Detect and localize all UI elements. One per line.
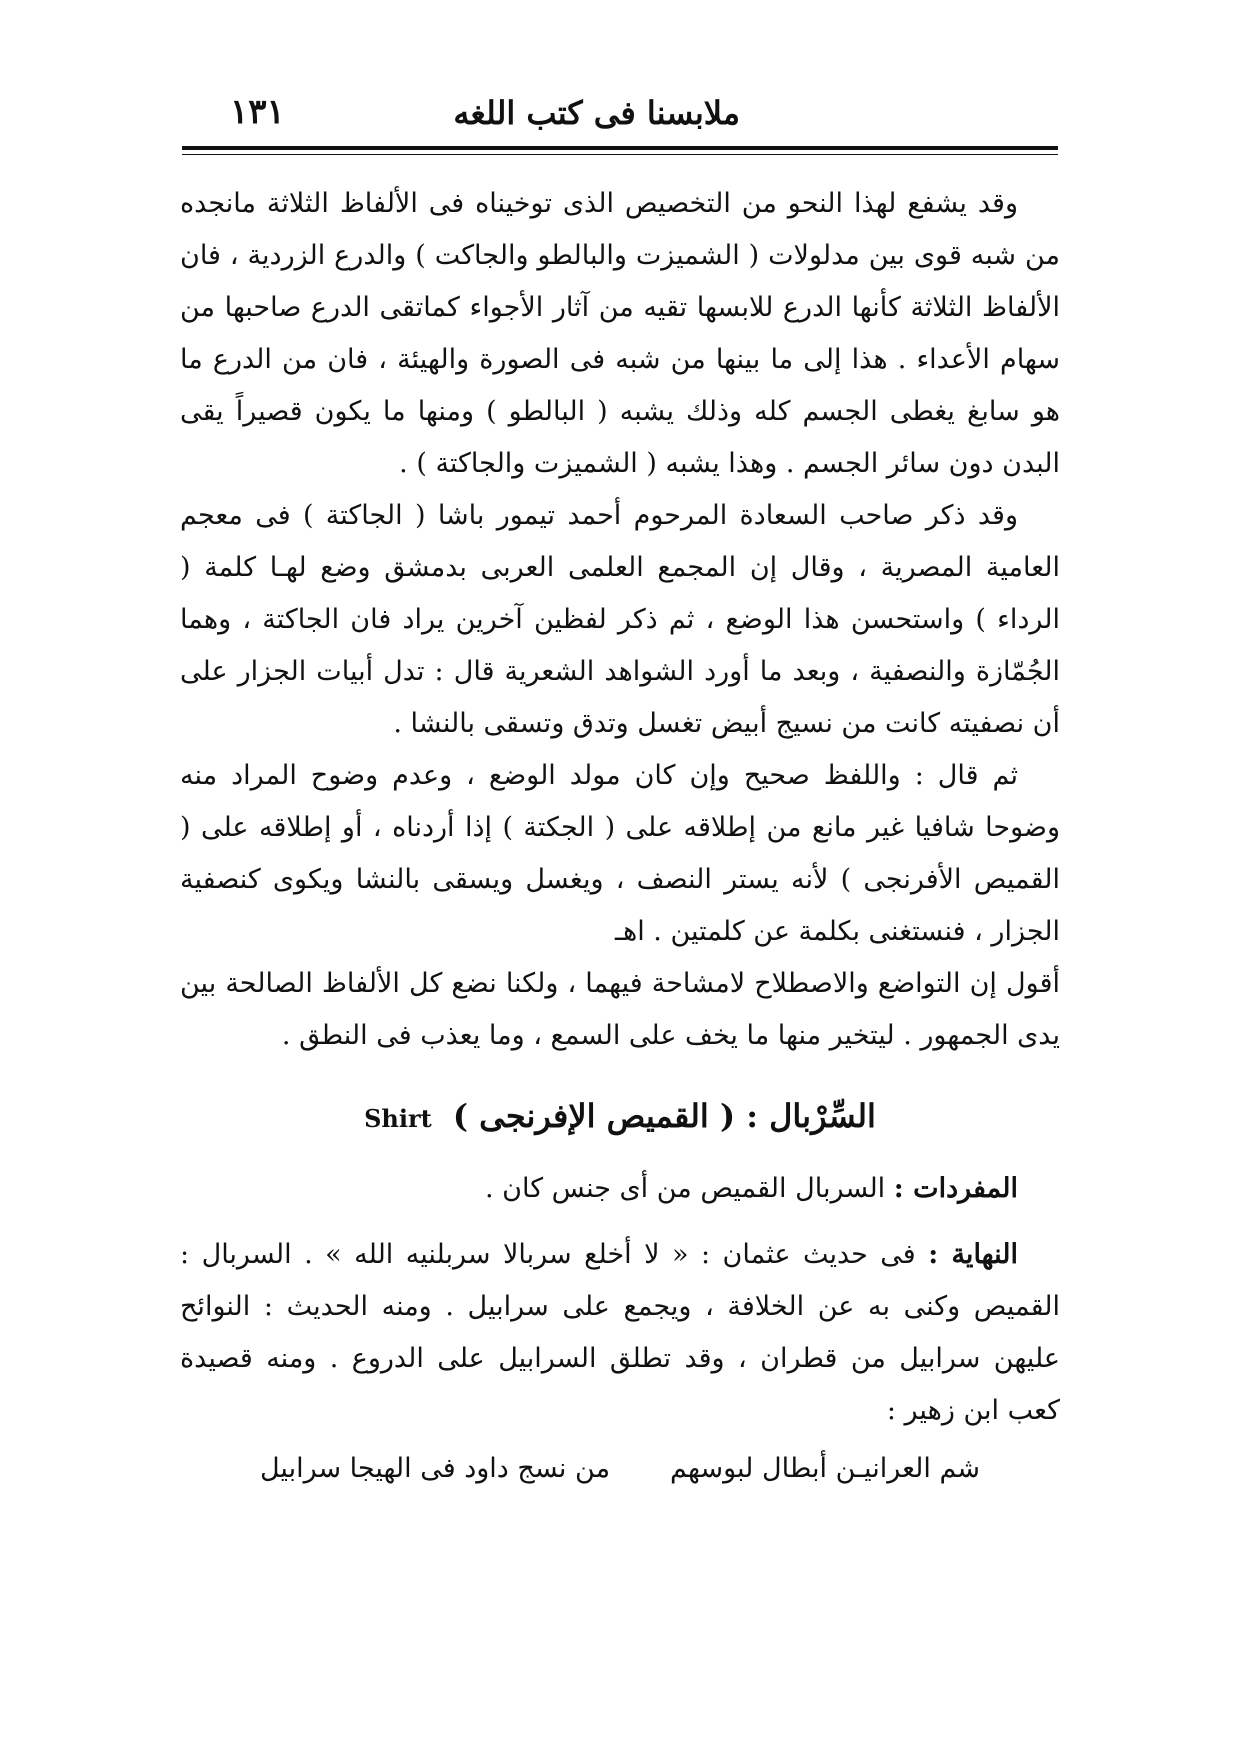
page-body — [180, 178, 1060, 1495]
paragraph-2: وقد ذكر صاحب السعادة المرحوم أحمد تيمور باشا ( الجاكتة ) فى معجم العامية المصرية ، وقال إن المجمع العلمى العربى بدمشق وضع لهـا كلمة ( الرداء ) واستحسن هذا الوضع ، ثم ذكر لفظين آخرين يراد فان الجاكتة ، وهما الجُمّازة والنصفية ، وبعد ما أورد الشواهد الشعرية قال : تدل أبيات الجزار على أن نصفيته كانت من نسيج أبيض تغسل وتدق وتسقى بالنشا . — [180, 500, 1060, 739]
paragraph-3: ثم قال : واللفظ صحيح وإن كان مولد الوضع ، وعدم وضوح المراد منه وضوحا شافيا غير مانع من إطلاقه على ( الجكتة ) إذا أردناه ، أو إطلاقه على ( القميص الأفرنجى ) لأنه يستر النصف ، ويغسل ويسقى بالنشا ويكوى كنصفية الجزار ، فنستغنى بكلمة عن كلمتين . اهـ — [180, 760, 1060, 947]
header-rule-thin — [182, 154, 1058, 155]
running-title: ملابسنا فى كتب اللغه — [453, 94, 740, 132]
nihaya-text: فى حديث عثمان : « لا أخلع سربالا سربلنيه الله » . السربال : القميص وكنى به عن الخلافة ، ويجمع على سرابيل . ومنه الحديث : النوائح عليهن سرابيل من قطران ، وقد تطلق السرابيل على الدروع . ومنه قصيدة كعب ابن زهير : — [180, 1239, 1060, 1426]
verse-second-hemistich: من نسج داود فى الهيجا سرابيل — [259, 1453, 611, 1484]
header-rule-thick — [182, 146, 1058, 150]
verse-first-hemistich: شم العرانيـن أبطال لبوسهم — [670, 1453, 981, 1484]
poem-verse — [180, 1443, 1060, 1495]
page-header — [190, 88, 1070, 148]
mufradat-text: السربال القميص من أى جنس كان . — [485, 1173, 886, 1204]
nihaya-entry — [180, 1229, 1060, 1437]
mufradat-label: المفردات : — [893, 1173, 1018, 1204]
paragraph-4: أقول إن التواضع والاصطلاح لامشاحة فيهما ، ولكنا نضع كل الألفاظ الصالحة بين يدى الجمهور . ليتخير منها ما يخف على السمع ، وما يعذب فى النطق . — [180, 968, 1060, 1051]
mufradat-entry — [180, 1163, 1060, 1215]
section-heading — [180, 1090, 1060, 1145]
section-heading-arabic: السِّرْبال : ( القميص الإفرنجى ) — [452, 1097, 876, 1135]
section-heading-latin: Shirt — [364, 1104, 432, 1133]
nihaya-label: النهاية : — [928, 1239, 1018, 1270]
paragraph-1: وقد يشفع لهذا النحو من التخصيص الذى توخيناه فى الألفاظ الثلاثة مانجده من شبه قوى بين مدلولات ( الشميزت والبالطو والجاكت ) والدرع الزردية ، فان الألفاظ الثلاثة كأنها الدرع للابسها تقيه من آثار الأجواء كماتقى الدرع صاحبها من سهام الأعداء . هذا إلى ما بينها من شبه فى الصورة والهيئة ، فان من الدرع ما هو سابغ يغطى الجسم كله وذلك يشبه ( البالطو ) ومنها ما يكون قصيراً يقى البدن دون سائر الجسم . وهذا يشبه ( الشميزت والجاكتة ) . — [180, 188, 1060, 479]
page-number: ١٣١ — [230, 92, 285, 132]
